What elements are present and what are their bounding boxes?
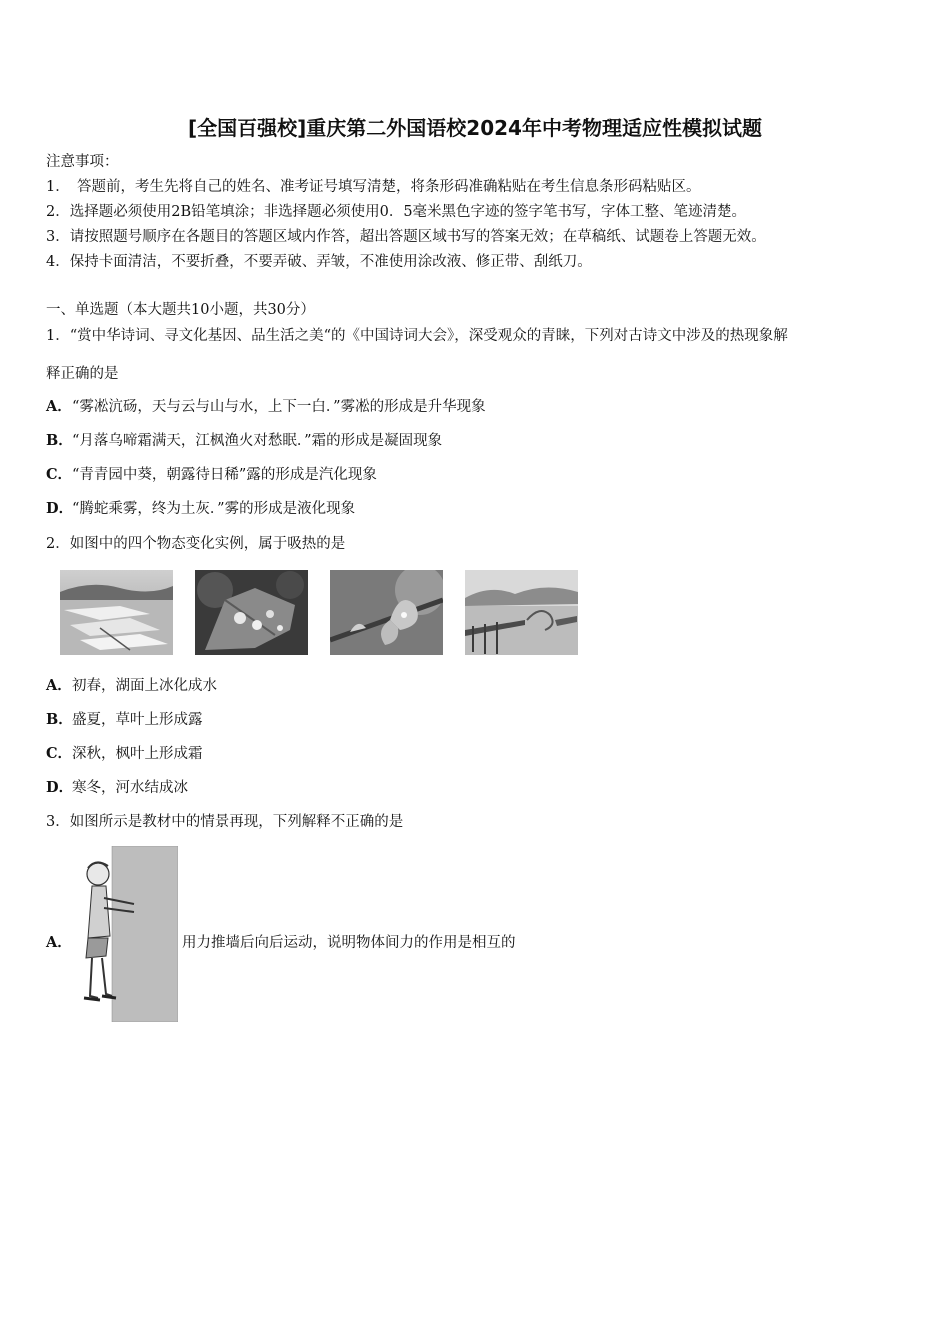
option-text: 寒冬，河水结成冰 (72, 780, 188, 796)
q2-option-b (46, 710, 203, 730)
option-letter: D． (46, 500, 74, 517)
option-letter: A． (46, 934, 72, 951)
option-letter: A． (46, 677, 72, 694)
section-heading: 一、单选题（本大题共10小题，共30分） (46, 302, 315, 318)
option-letter: C． (46, 466, 73, 483)
notice-item-4: 4．保持卡面清洁，不要折叠，不要弄破、弄皱，不准使用涂改液、修正带、刮纸刀。 (46, 254, 592, 270)
page-title: [全国百强校]重庆第二外国语校2024年中考物理适应性模拟试题 (188, 116, 762, 140)
option-letter: A． (46, 398, 72, 415)
option-text: “腾蛇乘雾，终为土灰．”雾的形成是液化现象 (72, 501, 356, 517)
q3-option-a-text: 用力推墙后向后运动，说明物体间力的作用是相互的 (182, 935, 516, 951)
option-text: “青青园中葵，朝露待日稀”露的形成是汽化现象 (72, 467, 377, 483)
person-pushing-wall-illustration (76, 846, 178, 1022)
option-text: 深秋，枫叶上形成霜 (72, 746, 203, 762)
q1-option-c (46, 465, 377, 485)
notice-item-3: 3．请按照题号顺序在各题目的答题区域内作答，超出答题区域书写的答案无效；在草稿纸、试题卷上答题无效。 (46, 229, 766, 245)
q3-option-a-letter (46, 933, 72, 953)
photo-frost-on-leaf (330, 570, 443, 655)
q1-stem-line2: 释正确的是 (46, 366, 119, 382)
q2-option-a (46, 676, 217, 696)
q2-photo-row (60, 570, 578, 655)
q1-option-b (46, 431, 442, 451)
option-letter: B． (46, 711, 73, 728)
option-letter: D． (46, 779, 74, 796)
q1-option-d (46, 499, 355, 519)
photo-frozen-river (465, 570, 578, 655)
q3-stem: 3．如图所示是教材中的情景再现，下列解释不正确的是 (46, 814, 404, 830)
q2-stem: 2．如图中的四个物态变化实例，属于吸热的是 (46, 536, 346, 552)
option-letter: C． (46, 745, 73, 762)
option-text: “雾凇沆砀，天与云与山与水，上下一白．”雾凇的形成是升华现象 (72, 399, 486, 415)
notice-heading: 注意事项： (46, 154, 119, 170)
notice-item-2: 2．选择题必须使用2B铅笔填涂；非选择题必须使用0．5毫米黑色字迹的签字笔书写，字体工整、笔迹清楚。 (46, 204, 747, 220)
option-letter: B． (46, 432, 73, 449)
q1-stem-line1: 1．“赏中华诗词、寻文化基因、品生活之美“的《中国诗词大会》，深受观众的青睐，下列对古诗文中涉及的热现象解 (46, 328, 788, 344)
photo-ice-melting (60, 570, 173, 655)
option-text: 盛夏，草叶上形成露 (72, 712, 203, 728)
q1-option-a (46, 397, 486, 417)
option-text: “月落乌啼霜满天，江枫渔火对愁眠．”霜的形成是凝固现象 (72, 433, 443, 449)
photo-dew-on-leaf (195, 570, 308, 655)
notice-item-1: 1． 答题前，考生先将自己的姓名、准考证号填写清楚，将条形码准确粘贴在考生信息条形码粘贴区。 (46, 179, 701, 195)
q2-option-c (46, 744, 203, 764)
option-text: 初春，湖面上冰化成水 (72, 678, 217, 694)
q2-option-d (46, 778, 188, 798)
